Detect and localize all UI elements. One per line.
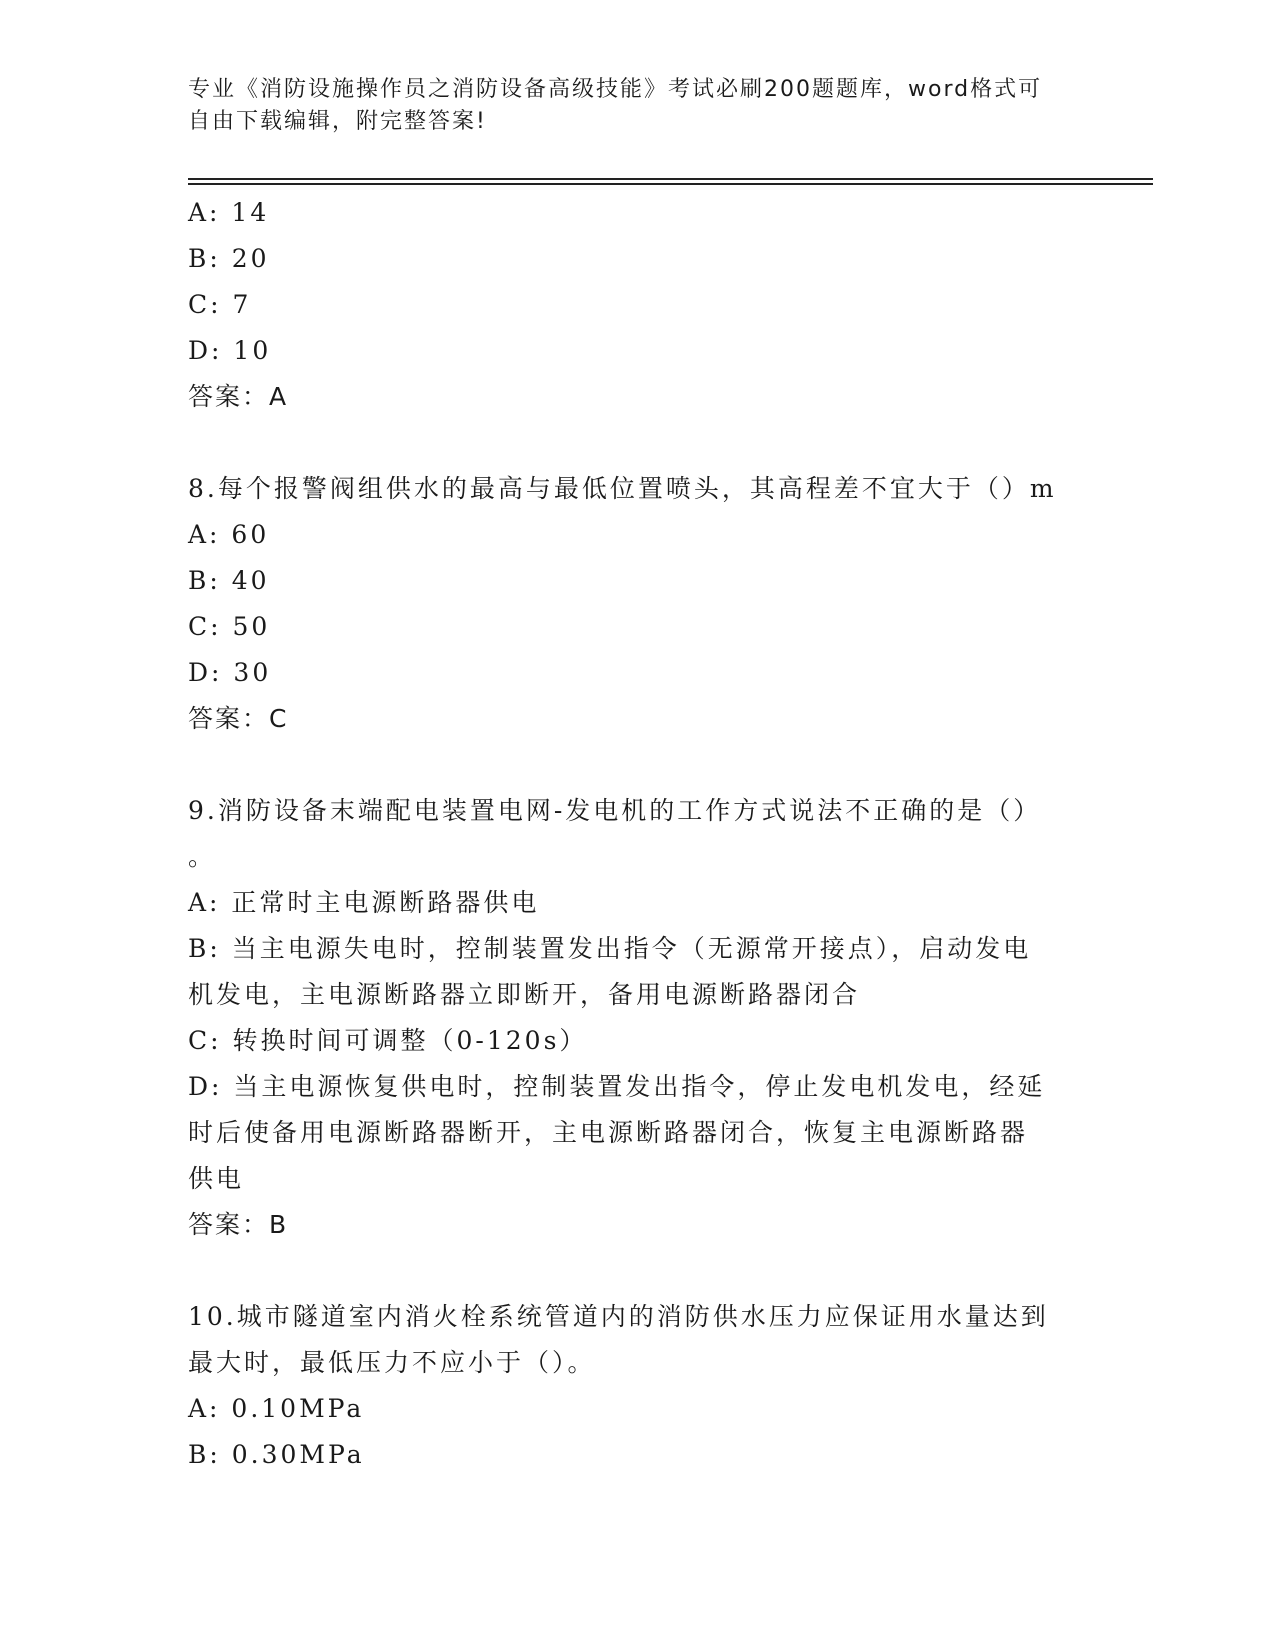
- document-header: [188, 74, 1088, 138]
- q9-question-line-2: 。: [188, 842, 217, 871]
- q10-option-b: B: 0.30MPa: [188, 1440, 365, 1469]
- q8-option-b: B: 40: [188, 566, 270, 595]
- q10-question-line-1: 10.城市隧道室内消火栓系统管道内的消防供水压力应保证用水量达到: [188, 1302, 1049, 1331]
- header-divider-top: [188, 178, 1153, 180]
- q8-answer: 答案：C: [188, 704, 289, 733]
- q7-option-c: C: 7: [188, 290, 252, 319]
- question-8: [188, 466, 1068, 742]
- q9-option-c: C: 转换时间可调整（0-120s）: [188, 1026, 588, 1055]
- q7-answer: 答案：A: [188, 382, 289, 411]
- q7-option-b: B: 20: [188, 244, 270, 273]
- q9-question-line-1: 9.消防设备末端配电装置电网-发电机的工作方式说法不正确的是（）: [188, 796, 1042, 825]
- q9-option-d-line-3: 供电: [188, 1164, 245, 1193]
- question-10: [188, 1294, 1068, 1478]
- question-9: [188, 788, 1068, 1248]
- q9-option-b-line-2: 机发电，主电源断路器立即断开，备用电源断路器闭合: [188, 980, 861, 1009]
- q9-answer: 答案：B: [188, 1210, 289, 1239]
- q8-option-a: A: 60: [188, 520, 270, 549]
- q7-option-a: A: 14: [188, 198, 270, 227]
- q8-option-c: C: 50: [188, 612, 271, 641]
- q8-question: 8.每个报警阀组供水的最高与最低位置喷头，其高程差不宜大于（）m: [188, 474, 1057, 503]
- header-divider-bottom: [188, 183, 1153, 185]
- q9-option-b-line-1: B: 当主电源失电时，控制装置发出指令（无源常开接点），启动发电: [188, 934, 1032, 963]
- q9-option-d-line-2: 时后使备用电源断路器断开，主电源断路器闭合，恢复主电源断路器: [188, 1118, 1029, 1147]
- q8-option-d: D: 30: [188, 658, 272, 687]
- spacer: [188, 742, 1068, 788]
- header-line-2: 自由下载编辑，附完整答案!: [188, 109, 487, 134]
- q10-question-line-2: 最大时，最低压力不应小于（）。: [188, 1348, 596, 1377]
- q9-option-a: A: 正常时主电源断路器供电: [188, 888, 540, 917]
- q10-option-a: A: 0.10MPa: [188, 1394, 365, 1423]
- header-line-1: 专业《消防设施操作员之消防设备高级技能》考试必刷200题题库，word格式可: [188, 77, 1043, 102]
- question-list: [188, 190, 1068, 1478]
- spacer: [188, 420, 1068, 466]
- spacer: [188, 1248, 1068, 1294]
- q9-option-d-line-1: D: 当主电源恢复供电时，控制装置发出指令，停止发电机发电，经延: [188, 1072, 1046, 1101]
- q7-option-d: D: 10: [188, 336, 272, 365]
- question-7: [188, 190, 1068, 420]
